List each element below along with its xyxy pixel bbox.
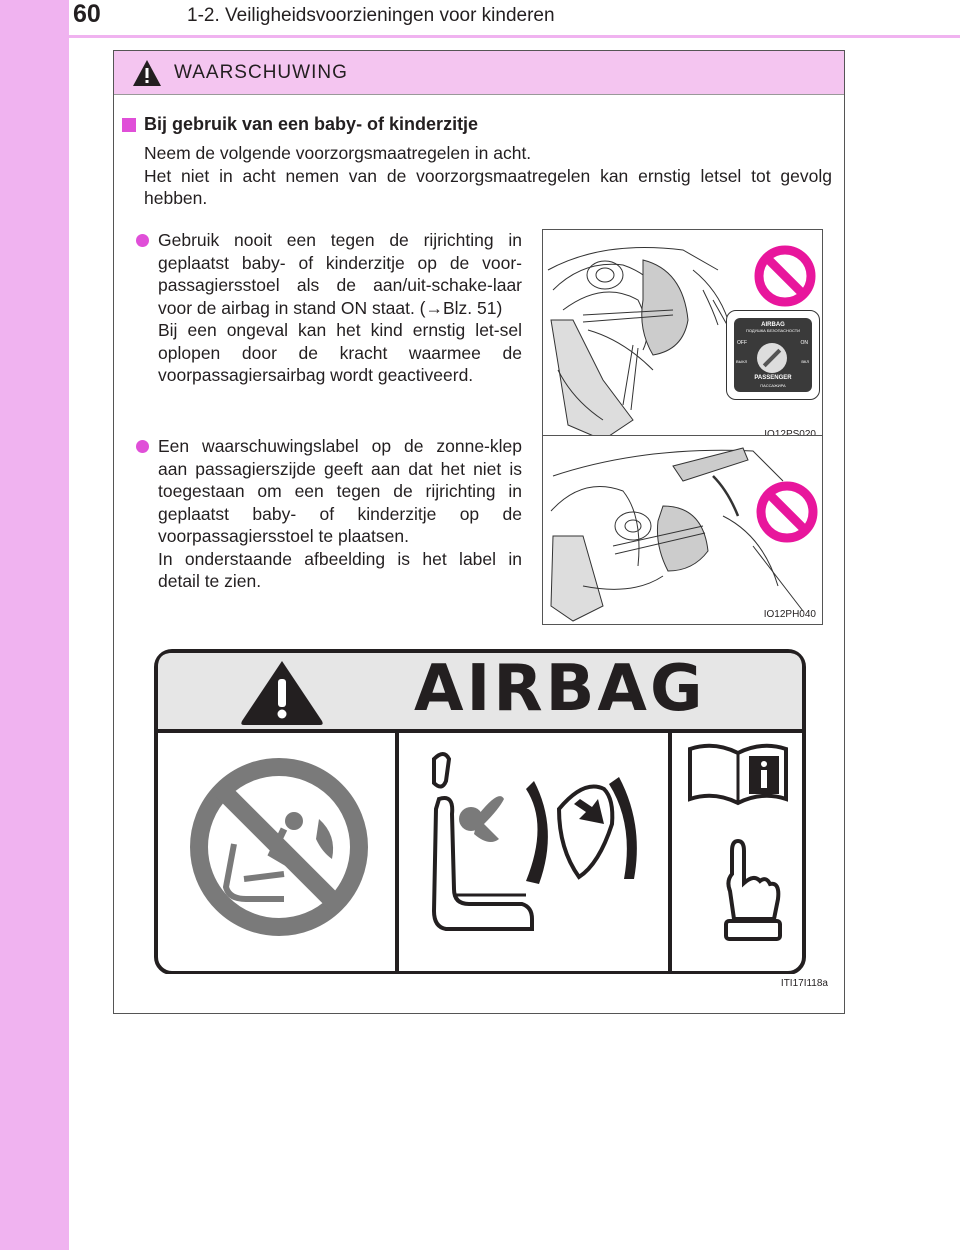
warning-heading-text: Bij gebruik van een baby- of kinderzitje bbox=[144, 114, 479, 134]
warning-heading bbox=[122, 114, 478, 135]
switch-title: AIRBAG bbox=[761, 322, 785, 328]
bullet-text: In onderstaande afbeelding is het label in detail te zien. bbox=[158, 548, 522, 591]
switch-off-ru-label: ВЫКЛ bbox=[736, 359, 748, 364]
warning-triangle-icon bbox=[132, 59, 162, 87]
figure-code: IO12PH040 bbox=[763, 609, 816, 620]
intro-text bbox=[144, 142, 832, 210]
switch-passenger-ru-label: ПАССАЖИРА bbox=[760, 383, 786, 388]
switch-off-label: OFF bbox=[737, 340, 747, 346]
intro-line: Neem de volgende voorzorgsmaatregelen in acht. bbox=[144, 143, 532, 163]
label-title: AIRBAG bbox=[414, 652, 706, 726]
bullet-text: Gebruik nooit een tegen de rijrichting in geplaatst baby- of kinderzitje op de voor-passagiersstoel als de aan/uit-schake-laar voor de airbag in stand ON staat. (→Blz. 51) bbox=[158, 230, 522, 318]
square-bullet-icon bbox=[122, 118, 136, 132]
bullet-item bbox=[136, 435, 522, 593]
switch-key-slot bbox=[757, 343, 787, 373]
bullet-text: Bij een ongeval kan het kind ernstig let-sel oplopen door de kracht waarmee de voorpassagiersairbag wordt geactiveerd. bbox=[158, 320, 522, 385]
side-tab bbox=[0, 0, 69, 1250]
prohibited-sign-icon bbox=[753, 244, 817, 308]
round-bullet-icon bbox=[136, 440, 149, 453]
airbag-switch-panel bbox=[734, 318, 812, 392]
warning-box bbox=[113, 50, 845, 1014]
header-rule bbox=[0, 35, 960, 38]
prohibited-sign-icon bbox=[755, 480, 819, 544]
switch-on-label: ON bbox=[800, 340, 808, 346]
switch-passenger-label: PASSENGER bbox=[754, 375, 792, 381]
switch-subtitle: ПОДУШКА БЕЗОПАСНОСТИ bbox=[745, 328, 801, 333]
intro-line: Het niet in acht nemen van de voorzorgsmaatregelen kan ernstig letsel tot gevolg hebben. bbox=[144, 165, 832, 208]
figure-front-seat-airbag-switch bbox=[542, 229, 823, 445]
section-title: 1-2. Veiligheidsvoorzieningen voor kinderen bbox=[187, 5, 555, 26]
bullet-text: Een waarschuwingslabel op de zonne-klep aan passagierszijde geeft aan dat het niet is toegestaan om een tegen de rijrichting in geplaatst baby- of kinderzitje op de voorpassagiersstoel te plaatsen. bbox=[158, 436, 522, 546]
page-number: 60 bbox=[73, 0, 101, 28]
bullet-item bbox=[136, 229, 522, 387]
warning-title: WAARSCHUWING bbox=[174, 62, 348, 83]
airbag-warning-label bbox=[154, 649, 806, 974]
round-bullet-icon bbox=[136, 234, 149, 247]
label-code: ITI17I118a bbox=[780, 978, 828, 989]
switch-on-ru-label: ВКЛ bbox=[801, 359, 809, 364]
warning-header bbox=[114, 51, 844, 95]
figure-sun-visor-label bbox=[542, 435, 823, 625]
switch-callout bbox=[726, 310, 820, 400]
